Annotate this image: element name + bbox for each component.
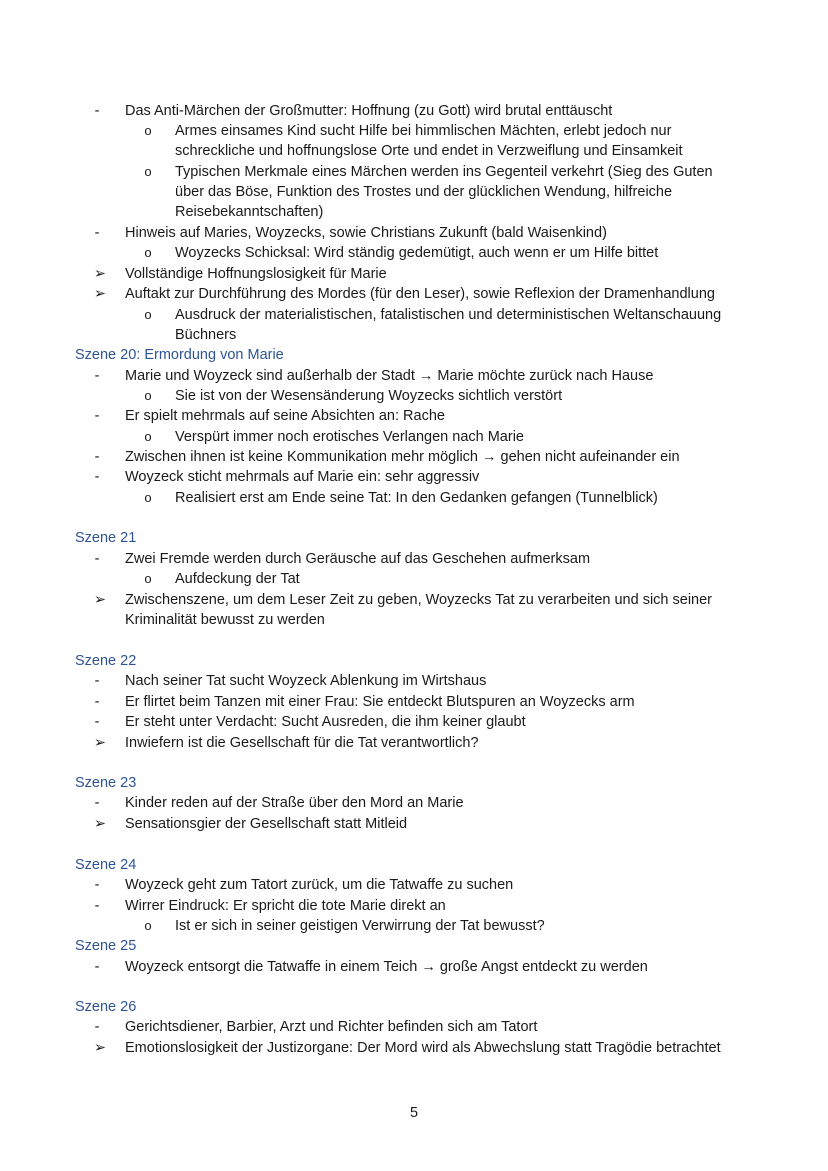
sub-item <box>0 569 828 589</box>
dash-bullet-icon: - <box>94 694 100 710</box>
sub-item <box>0 386 828 406</box>
line-text: Kinder reden auf der Straße über den Mord an Marie <box>125 795 464 811</box>
sub-item <box>0 427 828 447</box>
line-text: Nach seiner Tat sucht Woyzeck Ablenkung im Wirtshaus <box>125 673 487 689</box>
line-text: Zwischenszene, um dem Leser Zeit zu geben, Woyzecks Tat zu verarbeiten und sich seiner <box>125 592 713 608</box>
circle-bullet-icon: o <box>144 388 152 403</box>
sub-item <box>0 243 828 263</box>
arrow-bullet-icon: ➢ <box>93 816 107 832</box>
dash-bullet-icon: - <box>94 103 100 119</box>
line-text: Wirrer Eindruck: Er spricht die tote Marie direkt an <box>125 898 446 914</box>
dash-item <box>0 447 828 467</box>
dash-bullet-icon: - <box>94 368 100 384</box>
dash-bullet-icon: - <box>94 225 100 241</box>
line-text: Ist er sich in seiner geistigen Verwirrung der Tat bewusst? <box>175 918 545 934</box>
scene-heading: Szene 20: Ermordung von Marie <box>75 347 284 363</box>
line-text: Zwischen ihnen ist keine Kommunikation mehr möglich → gehen nicht aufeinander ein <box>125 449 680 465</box>
line-text: über das Böse, Funktion des Trostes und der glücklichen Wendung, hilfreiche <box>175 184 673 200</box>
dash-item <box>0 223 828 243</box>
line-text: Armes einsames Kind sucht Hilfe bei himmlischen Mächten, erlebt jedoch nur <box>175 123 672 139</box>
line-text: Typischen Merkmale eines Märchen werden ins Gegenteil verkehrt (Sieg des Guten <box>175 164 713 180</box>
dash-item <box>0 366 828 386</box>
line-text: Woyzecks Schicksal: Wird ständig gedemütigt, auch wenn er um Hilfe bittet <box>175 245 659 261</box>
dash-item <box>0 1017 828 1037</box>
arrow-item <box>0 264 828 284</box>
circle-bullet-icon: o <box>144 245 152 260</box>
line-text: Hinweis auf Maries, Woyzecks, sowie Christians Zukunft (bald Waisenkind) <box>125 225 607 241</box>
line-text: Gerichtsdiener, Barbier, Arzt und Richter befinden sich am Tatort <box>125 1019 538 1035</box>
dash-item <box>0 875 828 895</box>
line-text: Zwei Fremde werden durch Geräusche auf das Geschehen aufmerksam <box>125 551 591 567</box>
scene-heading: Szene 24 <box>75 857 137 873</box>
dash-bullet-icon: - <box>94 449 100 465</box>
line-text: Verspürt immer noch erotisches Verlangen nach Marie <box>175 429 524 445</box>
dash-item <box>0 896 828 916</box>
line-text: Woyzeck entsorgt die Tatwaffe in einem Teich → große Angst entdeckt zu werden <box>125 959 648 975</box>
line-text: Inwiefern ist die Gesellschaft für die Tat verantwortlich? <box>125 735 479 751</box>
line-text: Sensationsgier der Gesellschaft statt Mitleid <box>125 816 408 832</box>
circle-bullet-icon: o <box>144 918 152 933</box>
dash-bullet-icon: - <box>94 673 100 689</box>
dash-item <box>0 692 828 712</box>
scene-heading: Szene 26 <box>75 999 137 1015</box>
line-text: Emotionslosigkeit der Justizorgane: Der Mord wird als Abwechslung statt Tragödie betrachtet <box>125 1040 721 1056</box>
line-text: Woyzeck sticht mehrmals auf Marie ein: sehr aggressiv <box>125 469 480 485</box>
line-text: Er spielt mehrmals auf seine Absichten an: Rache <box>125 408 445 424</box>
dash-item <box>0 101 828 121</box>
continuation-line <box>0 141 828 161</box>
sub-item <box>0 488 828 508</box>
arrow-item <box>0 284 828 304</box>
continuation-line <box>0 610 828 630</box>
dash-item <box>0 406 828 426</box>
dash-bullet-icon: - <box>94 408 100 424</box>
dash-bullet-icon: - <box>94 1019 100 1035</box>
continuation-line <box>0 182 828 202</box>
line-text: Reisebekanntschaften) <box>175 204 324 220</box>
dash-bullet-icon: - <box>94 898 100 914</box>
line-text: Realisiert erst am Ende seine Tat: In den Gedanken gefangen (Tunnelblick) <box>175 490 658 506</box>
dash-item <box>0 957 828 977</box>
line-text: Das Anti-Märchen der Großmutter: Hoffnung (zu Gott) wird brutal enttäuscht <box>125 103 613 119</box>
arrow-bullet-icon: ➢ <box>93 266 107 282</box>
continuation-line <box>0 202 828 222</box>
scene-heading: Szene 21 <box>75 530 137 546</box>
arrow-bullet-icon: ➢ <box>93 286 107 302</box>
line-text: Er steht unter Verdacht: Sucht Ausreden, die ihm keiner glaubt <box>125 714 526 730</box>
dash-item <box>0 671 828 691</box>
line-text: Ausdruck der materialistischen, fatalistischen und deterministischen Weltanschauung <box>175 307 722 323</box>
line-text: Kriminalität bewusst zu werden <box>125 612 325 628</box>
arrow-bullet-icon: ➢ <box>93 592 107 608</box>
line-text: Aufdeckung der Tat <box>175 571 300 587</box>
page-number: 5 <box>409 1105 419 1121</box>
dash-bullet-icon: - <box>94 877 100 893</box>
scene-heading: Szene 25 <box>75 938 137 954</box>
circle-bullet-icon: o <box>144 490 152 505</box>
arrow-item <box>0 733 828 753</box>
dash-item <box>0 712 828 732</box>
line-text: Sie ist von der Wesensänderung Woyzecks sichtlich verstört <box>175 388 563 404</box>
sub-item <box>0 121 828 141</box>
scene-heading: Szene 23 <box>75 775 137 791</box>
line-text: Marie und Woyzeck sind außerhalb der Stadt → Marie möchte zurück nach Hause <box>125 368 654 384</box>
dash-bullet-icon: - <box>94 551 100 567</box>
circle-bullet-icon: o <box>144 164 152 179</box>
dash-item <box>0 467 828 487</box>
line-text: Auftakt zur Durchführung des Mordes (für den Leser), sowie Reflexion der Dramenhandlung <box>125 286 715 302</box>
arrow-item <box>0 1038 828 1058</box>
scene-heading: Szene 22 <box>75 653 137 669</box>
sub-item <box>0 916 828 936</box>
circle-bullet-icon: o <box>144 123 152 138</box>
arrow-bullet-icon: ➢ <box>93 735 107 751</box>
circle-bullet-icon: o <box>144 571 152 586</box>
arrow-item <box>0 590 828 610</box>
dash-item <box>0 793 828 813</box>
line-text: Vollständige Hoffnungslosigkeit für Marie <box>125 266 387 282</box>
dash-bullet-icon: - <box>94 714 100 730</box>
dash-bullet-icon: - <box>94 795 100 811</box>
line-text: schreckliche und hoffnungslose Orte und endet in Verzweiflung und Einsamkeit <box>175 143 683 159</box>
dash-bullet-icon: - <box>94 469 100 485</box>
arrow-item <box>0 814 828 834</box>
continuation-line <box>0 325 828 345</box>
dash-item <box>0 549 828 569</box>
line-text: Woyzeck geht zum Tatort zurück, um die Tatwaffe zu suchen <box>125 877 514 893</box>
sub-item <box>0 162 828 182</box>
circle-bullet-icon: o <box>144 307 152 322</box>
line-text: Büchners <box>175 327 237 343</box>
dash-bullet-icon: - <box>94 959 100 975</box>
line-text: Er flirtet beim Tanzen mit einer Frau: Sie entdeckt Blutspuren an Woyzecks arm <box>125 694 635 710</box>
arrow-bullet-icon: ➢ <box>93 1040 107 1056</box>
sub-item <box>0 305 828 325</box>
circle-bullet-icon: o <box>144 429 152 444</box>
